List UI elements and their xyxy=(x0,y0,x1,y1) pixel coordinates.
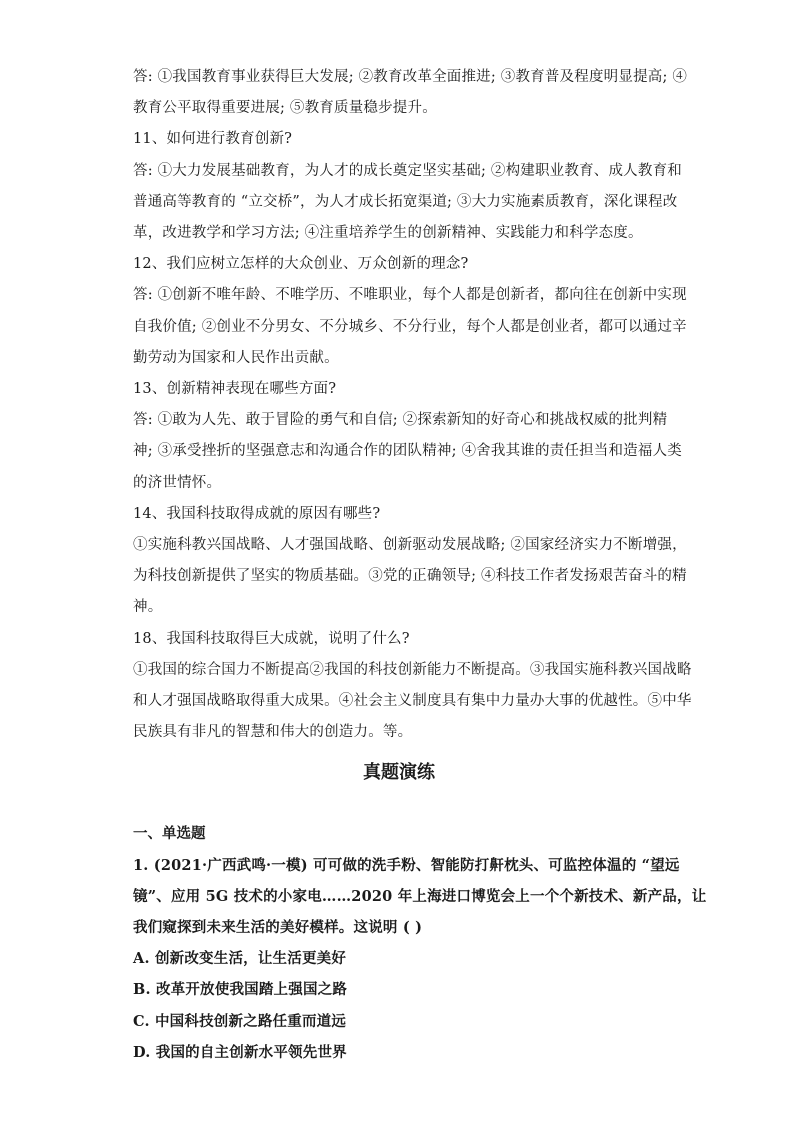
answer-line: 勤劳动为国家和人民作出贡献。 xyxy=(133,349,339,366)
option-b[interactable]: B. 改革开放使我国踏上强国之路 xyxy=(133,981,348,999)
answer-line: 教育公平取得重要进展; ⑤教育质量稳步提升。 xyxy=(133,100,437,117)
answer-line: 自我价值; ②创业不分男女、不分城乡、不分行业，每个人都是创业者，都可以通过辛 xyxy=(133,318,687,335)
option-a[interactable]: A. 创新改变生活，让生活更美好 xyxy=(133,950,347,968)
answer-line: 革，改进教学和学习方法; ④注重培养学生的创新精神、实践能力和科学态度。 xyxy=(133,225,643,242)
question-stem-line: 我们窥探到未来生活的美好模样。这说明 ( ) xyxy=(133,919,423,937)
section-title: 真题演练 xyxy=(363,762,435,784)
answer-line: 和人才强国战略取得重大成果。④社会主义制度具有集中力量办大事的优越性。⑤中华 xyxy=(133,693,692,710)
answer-line: 民族具有非凡的智慧和伟大的创造力。等。 xyxy=(133,724,413,741)
document-page xyxy=(133,62,707,1068)
answer-line: ①实施科教兴国战略、人才强国战略、创新驱动发展战略; ②国家经济实力不断增强， xyxy=(133,537,687,554)
question-11 xyxy=(133,124,682,249)
answer-line: 答: ①敢为人先、敢于冒险的勇气和自信; ②探索新知的好奇心和挑战权威的批判精 xyxy=(133,412,668,429)
option-c[interactable]: C. 中国科技创新之路任重而道远 xyxy=(133,1012,347,1030)
answer-line: 为科技创新提供了坚实的物质基础。③党的正确领导; ④科技工作者发扬艰苦奋斗的精 xyxy=(133,568,687,585)
question-stem-line: 1. (2021·广西武鸣·一模) 可可做的洗手粉、智能防打鼾枕头、可监控体温的 “望远 xyxy=(133,856,680,874)
answer-line: 神。 xyxy=(133,599,163,616)
question-14 xyxy=(133,499,687,624)
question-title: 13、创新精神表现在哪些方面? xyxy=(133,381,337,398)
answer-line: 答: ①大力发展基础教育，为人才的成长奠定坚实基础; ②构建职业教育、成人教育和 xyxy=(133,162,682,179)
question-title: 12、我们应树立怎样的大众创业、万众创新的理念? xyxy=(133,256,469,273)
answer-block-education xyxy=(133,62,688,124)
question-18 xyxy=(133,624,692,749)
answer-line: 答: ①我国教育事业获得巨大发展; ②教育改革全面推进; ③教育普及程度明显提高; ④ xyxy=(133,69,688,85)
section-subhead: 一、单选题 xyxy=(133,825,206,843)
question-stem-line: 镜”、应用 5G 技术的小家电……2020 年上海进口博览会上一个个新技术、新产品，让 xyxy=(133,887,707,905)
option-d[interactable]: D. 我国的自主创新水平领先世界 xyxy=(133,1043,347,1061)
answer-line: 的济世情怀。 xyxy=(133,474,222,491)
question-13 xyxy=(133,374,682,499)
answer-line: 答: ①创新不唯年龄、不唯学历、不唯职业，每个人都是创新者，都向往在创新中实现 xyxy=(133,287,687,304)
question-title: 11、如何进行教育创新? xyxy=(133,131,293,148)
answer-line: 神; ③承受挫折的坚强意志和沟通合作的团队精神; ④舍我其谁的责任担当和造福人类 xyxy=(133,443,682,460)
question-title: 14、我国科技取得成就的原因有哪些? xyxy=(133,505,381,522)
answer-line: ①我国的综合国力不断提高②我国的科技创新能力不断提高。③我国实施科教兴国战略 xyxy=(133,661,692,678)
question-12 xyxy=(133,249,687,374)
answer-line: 普通高等教育的 “立交桥”，为人才成长拓宽渠道; ③大力实施素质教育，深化课程改 xyxy=(133,193,678,210)
question-title: 18、我国科技取得巨大成就，说明了什么? xyxy=(133,630,410,647)
question-1 xyxy=(133,850,707,1068)
